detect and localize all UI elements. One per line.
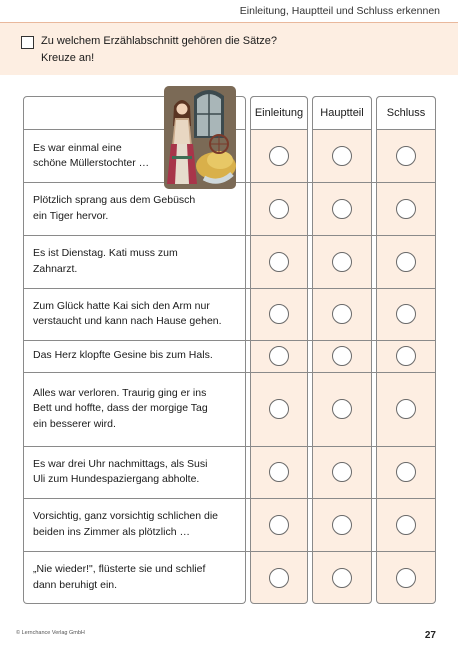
row-divider xyxy=(23,235,436,236)
task-instruction-sub: Kreuze an! xyxy=(41,52,95,64)
row-divider xyxy=(23,446,436,447)
answer-circle-hauptteil[interactable] xyxy=(332,462,352,482)
answer-circle-einleitung[interactable] xyxy=(269,252,289,272)
statement-line: Alles war verloren. Traurig ging er ins xyxy=(33,386,207,399)
answer-circle-einleitung[interactable] xyxy=(269,568,289,588)
answer-circle-schluss[interactable] xyxy=(396,252,416,272)
princess-illustration xyxy=(164,86,236,189)
column-header-schluss: Schluss xyxy=(376,96,436,130)
footer-copyright: © Lernchance Verlag GmbH xyxy=(16,630,85,636)
answer-circle-schluss[interactable] xyxy=(396,346,416,366)
answer-circle-einleitung[interactable] xyxy=(269,346,289,366)
answer-circle-hauptteil[interactable] xyxy=(332,252,352,272)
row-divider xyxy=(23,551,436,552)
statement-line: verstaucht und kann nach Hause gehen. xyxy=(33,315,222,327)
statement-line: Plötzlich sprang aus dem Gebüsch xyxy=(33,194,196,206)
answer-circle-hauptteil[interactable] xyxy=(332,146,352,166)
column-header-einleitung: Einleitung xyxy=(250,96,308,130)
statement-line: Es war einmal eine xyxy=(33,141,122,154)
answer-circle-einleitung[interactable] xyxy=(269,199,289,219)
row-divider xyxy=(23,372,436,373)
column-header-hauptteil: Hauptteil xyxy=(312,96,372,130)
statement-text xyxy=(33,509,243,540)
statement-line: dann beruhigt ein. xyxy=(33,578,118,591)
row-divider xyxy=(23,498,436,499)
row-divider xyxy=(23,340,436,341)
answer-circle-hauptteil[interactable] xyxy=(332,199,352,219)
statement-line: Es war drei Uhr nachmittags, als Susi xyxy=(33,457,208,470)
answer-circle-einleitung[interactable] xyxy=(269,462,289,482)
answer-circle-hauptteil[interactable] xyxy=(332,399,352,419)
header-title: Einleitung, Hauptteil und Schluss erkennen xyxy=(239,5,440,17)
statement-line: Bett und hoffte, dass der morgige Tag xyxy=(33,402,208,415)
answer-circle-hauptteil[interactable] xyxy=(332,304,352,324)
answer-circle-hauptteil[interactable] xyxy=(332,515,352,535)
statement-text xyxy=(33,386,243,433)
statement-line: „Nie wieder!", flüsterte sie und schlief xyxy=(33,563,206,575)
statement-line: Es ist Dienstag. Kati muss zum xyxy=(33,247,178,259)
answer-circle-einleitung[interactable] xyxy=(269,304,289,324)
answer-circle-einleitung[interactable] xyxy=(269,146,289,166)
answer-circle-hauptteil[interactable] xyxy=(332,346,352,366)
answer-circle-schluss[interactable] xyxy=(396,515,416,535)
statement-text xyxy=(33,299,243,330)
statement-text xyxy=(33,457,243,488)
task-instruction: Zu welchem Erzählabschnitt gehören die Sätze? xyxy=(41,35,278,47)
statement-line: Zum Glück hatte Kai sich den Arm nur xyxy=(33,299,210,312)
answer-circle-einleitung[interactable] xyxy=(269,399,289,419)
header-bar xyxy=(0,0,458,23)
page-number: 27 xyxy=(424,630,436,641)
statement-line: beiden ins Zimmer als plötzlich … xyxy=(33,525,190,538)
answer-circle-schluss[interactable] xyxy=(396,199,416,219)
statement-line: ein Tiger hervor. xyxy=(33,209,109,222)
statement-text xyxy=(33,193,243,224)
statement-line: schöne Müllerstochter … xyxy=(33,157,150,169)
task-band xyxy=(0,23,458,75)
answer-circle-schluss[interactable] xyxy=(396,399,416,419)
row-divider xyxy=(23,288,436,289)
answer-circle-schluss[interactable] xyxy=(396,304,416,324)
statement-text xyxy=(33,246,243,277)
statement-line: Zahnarzt. xyxy=(33,262,78,275)
answer-circle-schluss[interactable] xyxy=(396,462,416,482)
answer-circle-hauptteil[interactable] xyxy=(332,568,352,588)
statement-line: Uli zum Hundespaziergang abholte. xyxy=(33,473,200,485)
statement-text xyxy=(33,562,243,593)
statement-line: ein besserer wird. xyxy=(33,417,116,430)
statement-line: Das Herz klopfte Gesine bis zum Hals. xyxy=(33,349,213,362)
answer-circle-schluss[interactable] xyxy=(396,146,416,166)
statement-text xyxy=(33,348,243,364)
task-checkbox[interactable] xyxy=(21,36,34,49)
statement-line: Vorsichtig, ganz vorsichtig schlichen die xyxy=(33,510,219,522)
answer-circle-schluss[interactable] xyxy=(396,568,416,588)
answer-circle-einleitung[interactable] xyxy=(269,515,289,535)
